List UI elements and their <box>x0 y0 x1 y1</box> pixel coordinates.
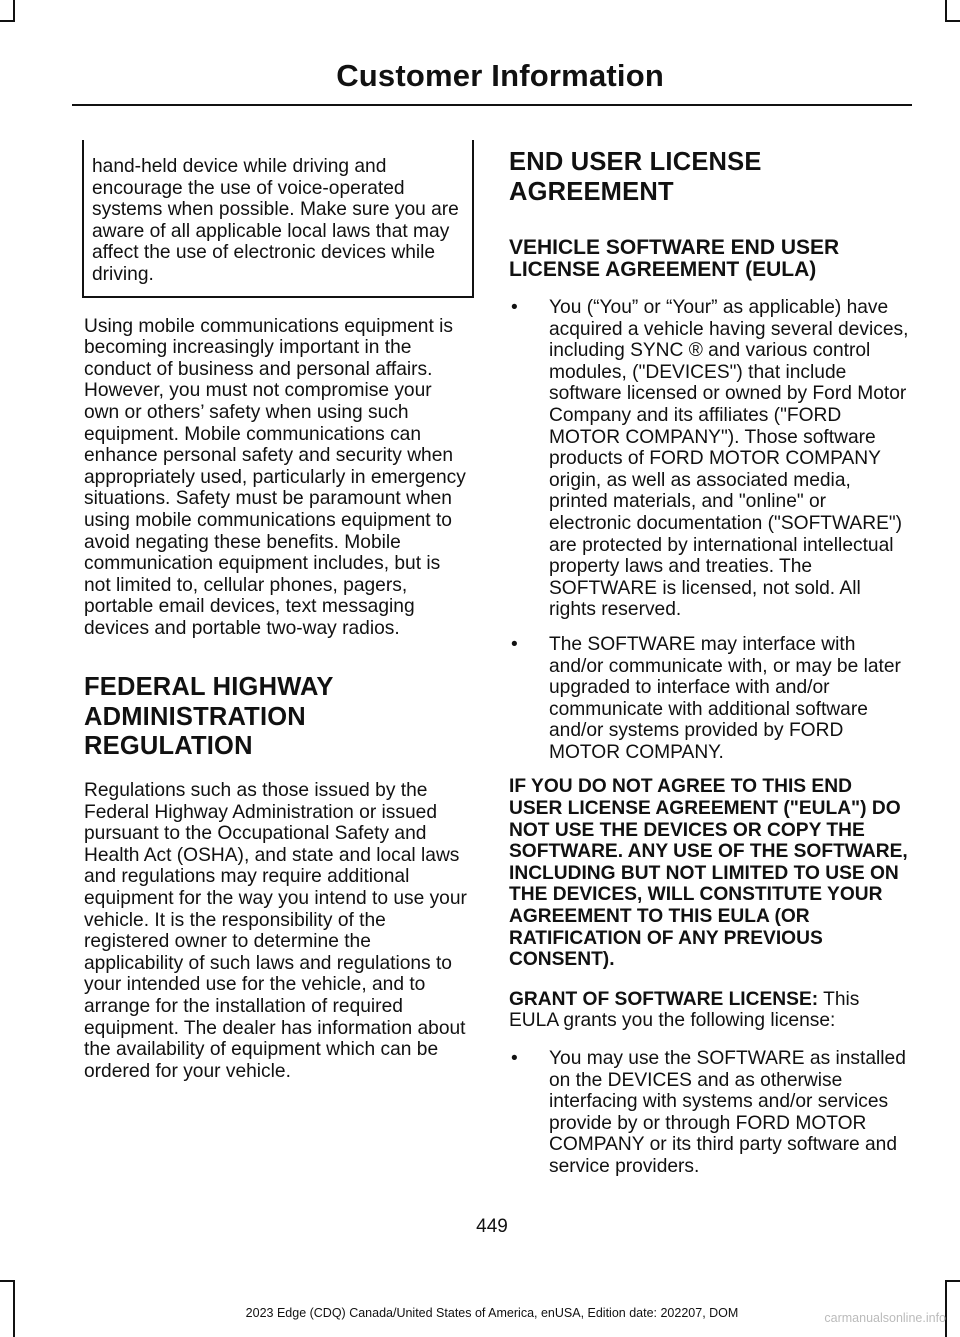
bullet-text: The SOFTWARE may interface with and/or communicate with, or may be later upgraded to interface with and/or communicate with additional software and/or systems provided by FORD MOTOR COMPANY. <box>549 633 901 763</box>
bullet-text: You may use the SOFTWARE as installed on the DEVICES and as otherwise interfacing with systems and/or services provide by or through FORD MOTOR COMPANY or its third party software and service providers. <box>549 1048 906 1177</box>
agreement-notice: IF YOU DO NOT AGREE TO THIS END USER LICENSE AGREEMENT ("EULA") DO NOT USE THE DEVICES OR COPY THE SOFTWARE. ANY USE OF THE SOFTWARE, INCLUDING BUT NOT LIMITED TO USE ON THE DEVICES, WILL CONSTITUTE YOUR AGREEMENT TO THIS EULA (OR RATIFICATION OF ANY PREVIOUS CONSENT). <box>509 776 908 971</box>
fhwa-heading <box>84 673 472 762</box>
crop-mark-top-left-v <box>13 0 15 22</box>
mobile-communications-paragraph: Using mobile communications equipment is becoming increasingly important in the conduct of business and personal affairs. However, you must not compromise your own or others’ safety when using such equipment. Mobile communications can enhance personal safety and security when appropriately used, particularly in emergency situations. Safety must be paramount when using mobile communications equipment to avoid negating these benefits. Mobile communication equipment includes, but is not limited to, cellular phones, pagers, portable email devices, text messaging devices and portable two-way radios. <box>84 315 466 639</box>
eula-heading-line-2: AGREEMENT <box>509 177 674 206</box>
fhwa-paragraph: Regulations such as those issued by the Federal Highway Administration or issued pursuant to the Occupational Safety and Health Act (OSHA), and state and local laws and regulations may require additional equipment for the way you intend to use your vehicle. It is the responsibility of the registered owner to determine the applicability of such laws and regulations to your intended use for the vehicle, and to arrange for the installation of required equipment. The dealer has information about the availability of equipment which can be ordered for your vehicle. <box>84 779 467 1082</box>
eula-bullet-list <box>509 297 909 763</box>
left-column <box>84 140 472 1082</box>
crop-mark-top-left-h <box>0 20 15 22</box>
fhwa-section <box>84 673 472 1082</box>
eula-heading-line-1: END USER LICENSE <box>509 148 762 176</box>
grant-text: This EULA grants you the following license: <box>509 988 860 1032</box>
edition-line: 2023 Edge (CDQ) Canada/United States of America, enUSA, Edition date: 202207, DOM <box>245 1306 739 1320</box>
header-rule <box>72 104 912 106</box>
crop-mark-top-right-v <box>945 0 947 22</box>
eula-subheading: VEHICLE SOFTWARE END USER LICENSE AGREEMENT (EULA) <box>509 236 840 281</box>
crop-mark-bottom-left-h <box>0 1280 15 1282</box>
eula-heading <box>509 148 909 207</box>
crop-mark-bottom-right-h <box>945 1280 960 1282</box>
watermark: carmanualsonline.info <box>824 1311 946 1325</box>
fhwa-heading-line-1: FEDERAL HIGHWAY <box>84 673 334 702</box>
list-item <box>509 1048 909 1178</box>
right-column <box>509 140 909 1191</box>
bullet-icon: • <box>511 297 518 318</box>
bullet-icon: • <box>511 633 518 655</box>
page-number: 449 <box>476 1216 508 1237</box>
list-item <box>509 634 909 764</box>
list-item <box>509 297 909 621</box>
warning-box <box>82 140 474 298</box>
bullet-icon: • <box>511 1048 518 1069</box>
grant-bullet-list <box>509 1048 909 1178</box>
fhwa-heading-line-3: REGULATION <box>84 732 253 761</box>
grant-label: GRANT OF SOFTWARE LICENSE: <box>509 988 819 1010</box>
page-title: Customer Information <box>336 58 664 93</box>
crop-mark-top-right-h <box>945 20 960 22</box>
warning-text: hand-held device while driving and encourage the use of voice-operated systems when possible. Make sure you are aware of all applicable local laws that may affect the use of electronic devices while driving. <box>92 156 459 285</box>
grant-paragraph <box>509 989 909 1032</box>
fhwa-heading-line-2: ADMINISTRATION <box>84 702 306 731</box>
bullet-text: You (“You” or “Your” as applicable) have acquired a vehicle having several devices, including SYNC ® and various control modules, ("DEVICES") that include software licensed or owned by Ford Motor Company and its affiliates ("FORD MOTOR COMPANY"). Those software products of FORD MOTOR COMPANY origin, as well as associated media, printed materials, and "online" or electronic documentation ("SOFTWARE") are protected by international intellectual property laws and treaties. The SOFTWARE is licensed, not sold. All rights reserved. <box>549 297 909 621</box>
